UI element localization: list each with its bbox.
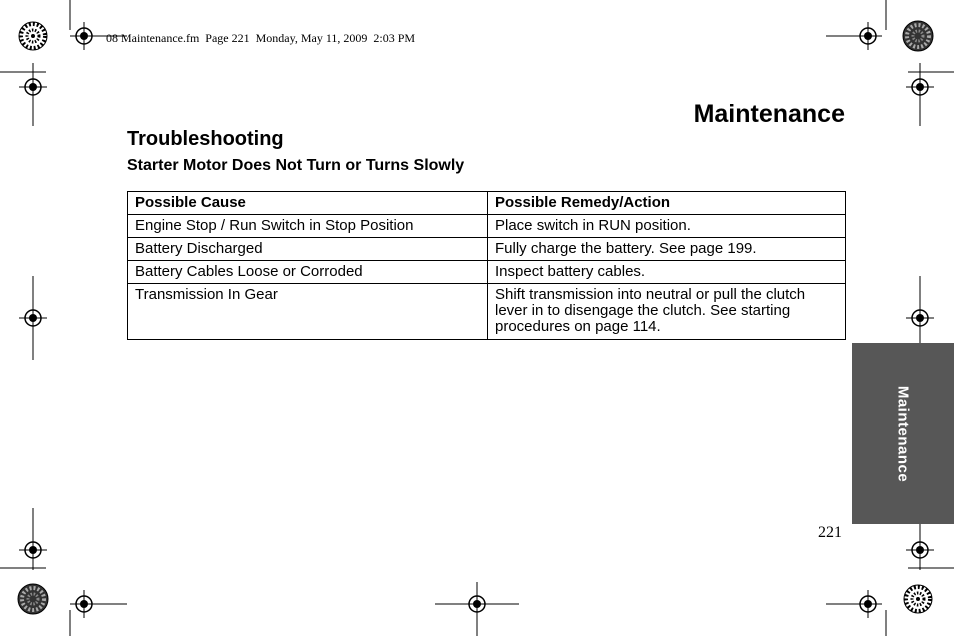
side-tab <box>852 343 954 524</box>
remedy-cell: Shift transmission into neutral or pull the clutch lever in to disengage the clutch. See starting procedures on page 114. <box>488 284 846 340</box>
remedy-cell: Place switch in RUN position. <box>488 215 846 238</box>
cause-cell: Transmission In Gear <box>128 284 488 340</box>
column-header-cause: Possible Cause <box>128 192 488 215</box>
remedy-cell: Fully charge the battery. See page 199. <box>488 238 846 261</box>
page-number: 221 <box>818 524 842 541</box>
cause-cell: Battery Cables Loose or Corroded <box>128 261 488 284</box>
section-title: Troubleshooting <box>127 128 284 150</box>
table-row <box>128 238 846 261</box>
table-row <box>128 261 846 284</box>
side-tab-label: Maintenance <box>894 385 912 482</box>
remedy-cell: Inspect battery cables. <box>488 261 846 284</box>
sub-title: Starter Motor Does Not Turn or Turns Slowly <box>127 157 465 174</box>
table-header-row <box>128 192 846 215</box>
table-row <box>128 284 846 340</box>
print-header: 08 Maintenance.fm Page 221 Monday, May 11, 2009 2:03 PM <box>106 31 416 45</box>
column-header-remedy: Possible Remedy/Action <box>488 192 846 215</box>
chapter-title: Maintenance <box>693 100 845 128</box>
cause-cell: Engine Stop / Run Switch in Stop Position <box>128 215 488 238</box>
cause-cell: Battery Discharged <box>128 238 488 261</box>
troubleshooting-table <box>127 191 846 340</box>
table-row <box>128 215 846 238</box>
